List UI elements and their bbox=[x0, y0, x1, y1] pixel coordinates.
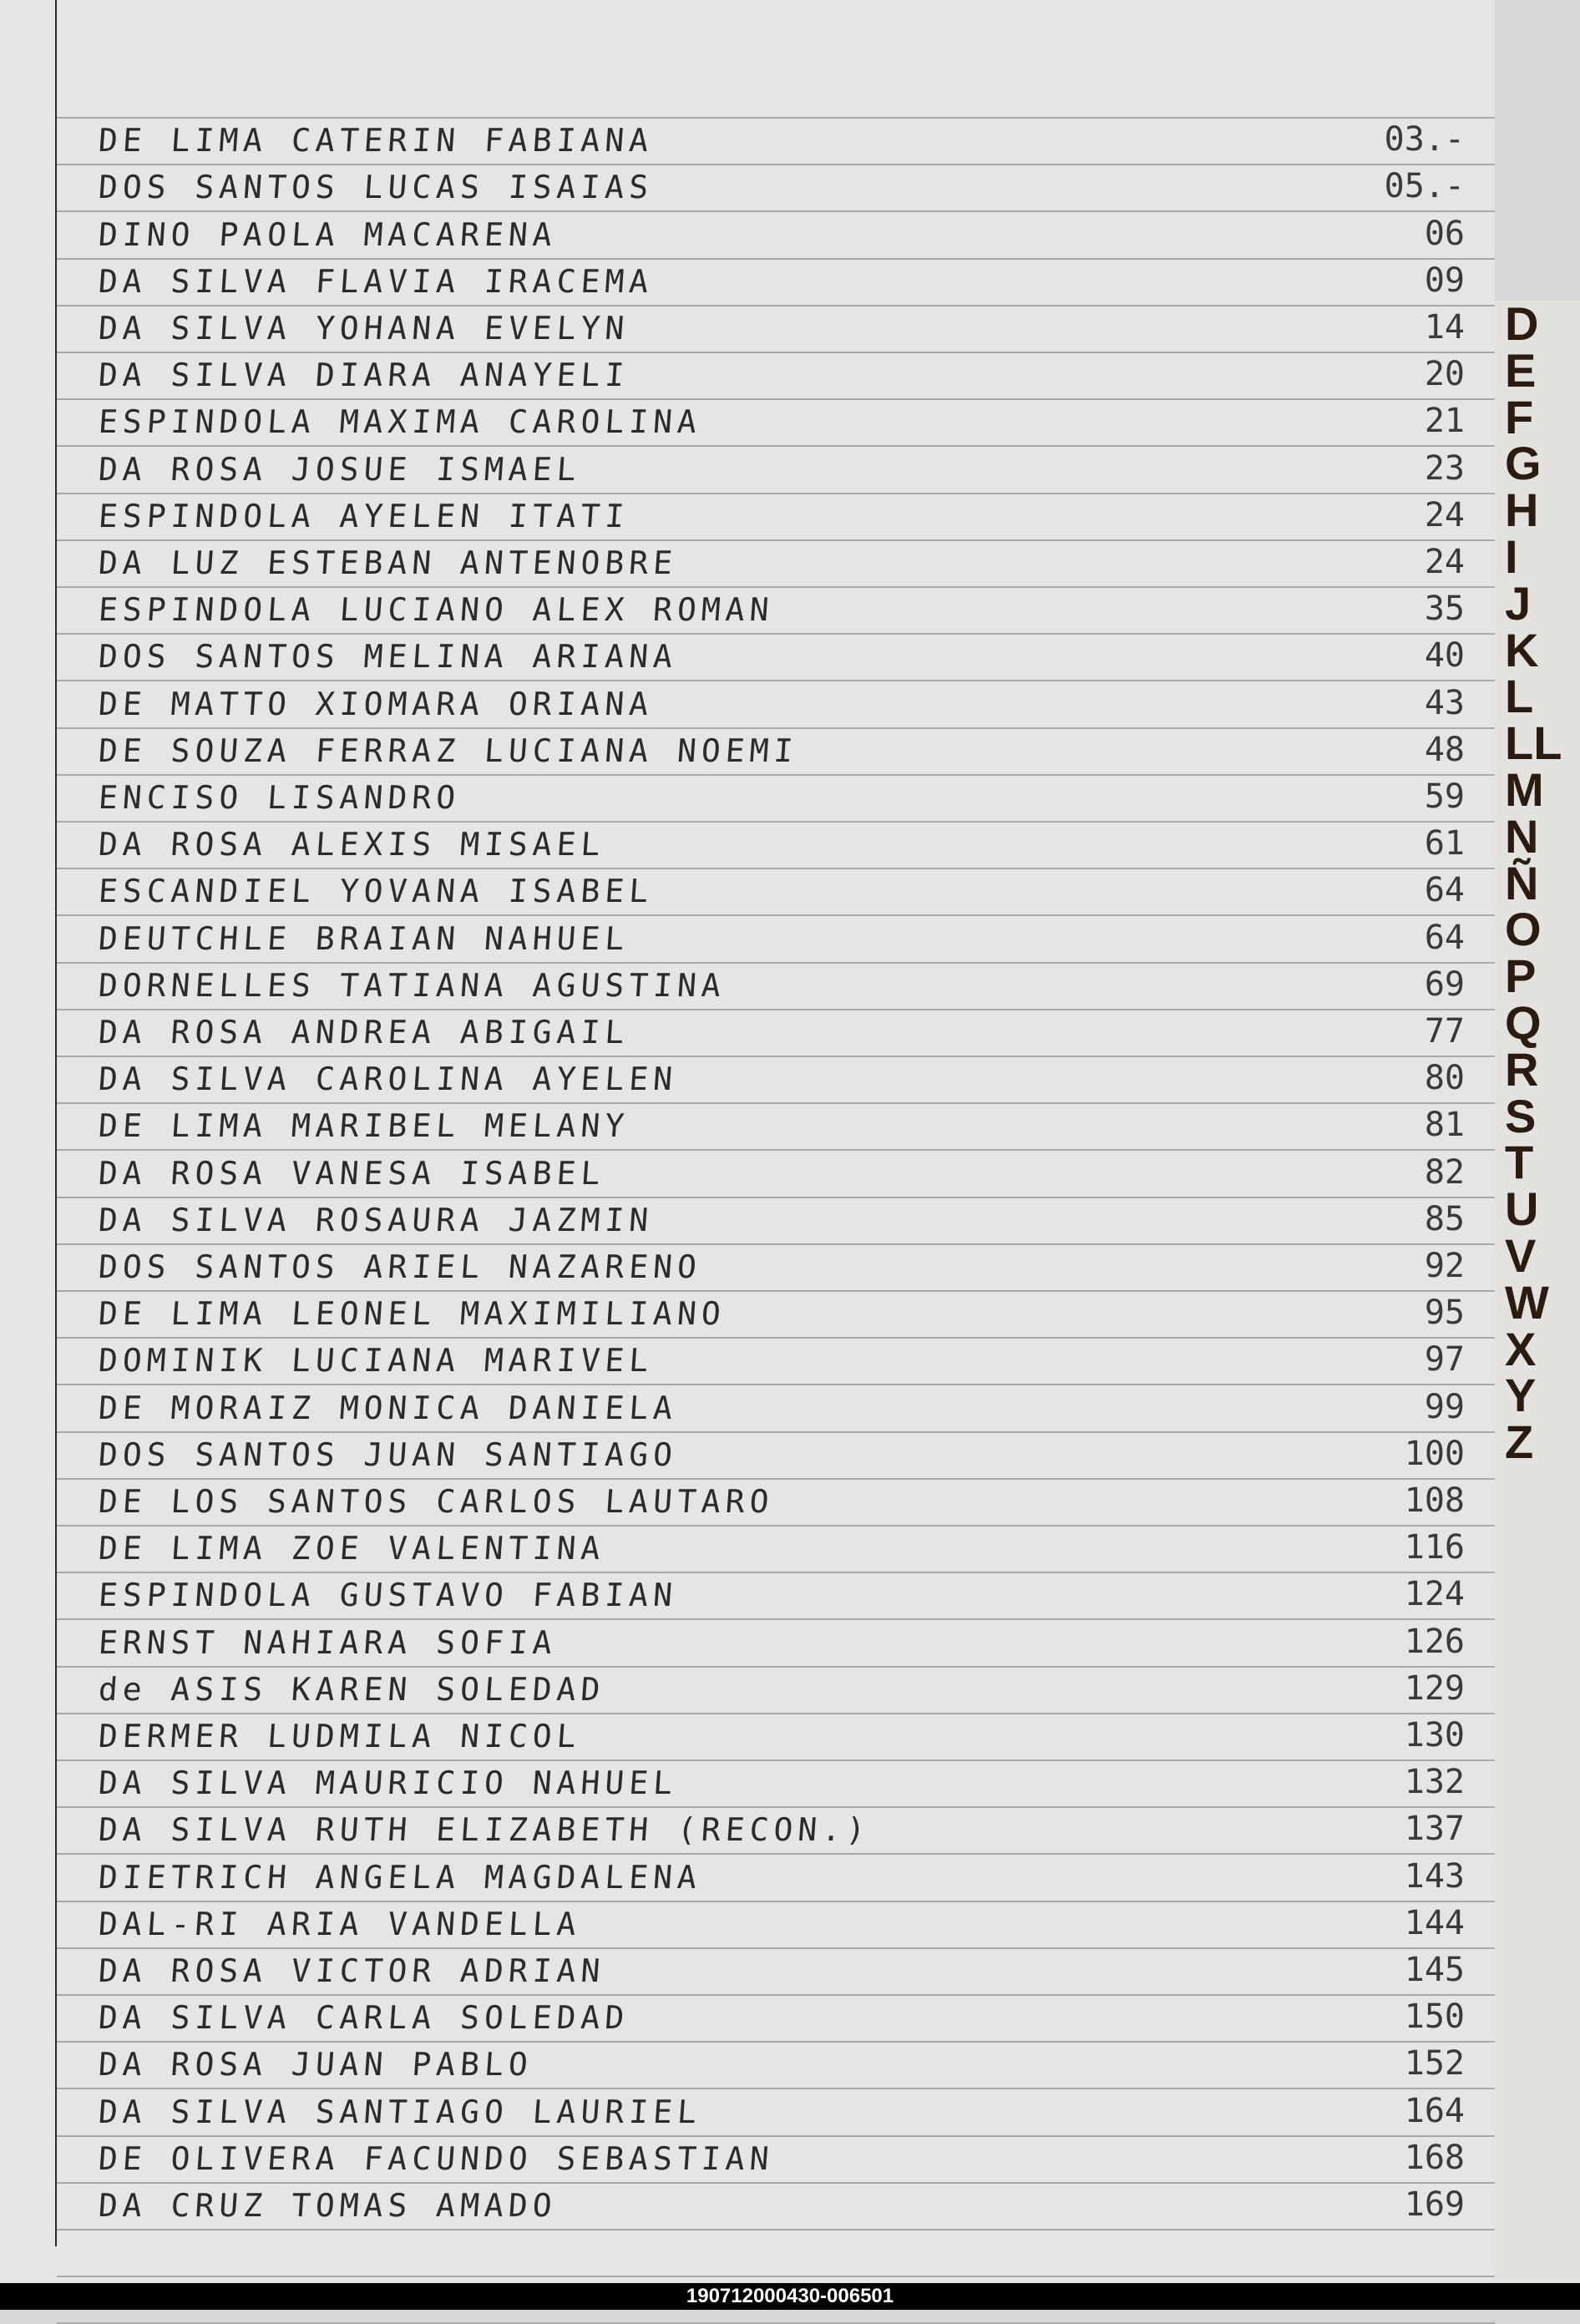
list-item bbox=[57, 398, 1495, 445]
list-item bbox=[57, 2135, 1495, 2182]
list-item bbox=[57, 821, 1495, 868]
entry-name: DIETRICH ANGELA MAGDALENA bbox=[97, 1858, 703, 1896]
list-item bbox=[57, 164, 1495, 210]
index-tab[interactable]: O bbox=[1505, 903, 1542, 956]
entry-number: 24 bbox=[1424, 543, 1465, 581]
entry-number: 20 bbox=[1424, 355, 1465, 394]
index-tab[interactable]: I bbox=[1505, 530, 1518, 583]
entry-number: 80 bbox=[1424, 1059, 1465, 1098]
list-item bbox=[57, 1713, 1495, 1759]
entry-number: 137 bbox=[1404, 1810, 1465, 1849]
entry-name: DOS SANTOS MELINA ARIANA bbox=[97, 638, 679, 676]
list-item bbox=[57, 1197, 1495, 1243]
ruled-line bbox=[57, 2276, 1495, 2277]
entry-number: 92 bbox=[1424, 1247, 1465, 1285]
entry-number: 59 bbox=[1424, 777, 1465, 816]
entry-name: de ASIS KAREN SOLEDAD bbox=[97, 1670, 606, 1708]
entry-name: DE SOUZA FERRAZ LUCIANA NOEMI bbox=[97, 732, 800, 769]
index-tab[interactable]: LL bbox=[1505, 716, 1562, 770]
entry-number: 77 bbox=[1424, 1012, 1465, 1051]
list-item bbox=[57, 117, 1495, 164]
entry-name: DA ROSA JUAN PABLO bbox=[97, 2046, 534, 2083]
list-item bbox=[57, 493, 1495, 539]
entry-name: ESCANDIEL YOVANA ISABEL bbox=[97, 873, 655, 910]
list-item bbox=[57, 1150, 1495, 1197]
entry-number: 48 bbox=[1424, 730, 1465, 769]
entry-number: 132 bbox=[1404, 1763, 1465, 1802]
entry-number: 43 bbox=[1424, 683, 1465, 722]
index-tab[interactable]: H bbox=[1505, 484, 1539, 537]
entry-number: 61 bbox=[1424, 824, 1465, 863]
index-tab[interactable]: D bbox=[1505, 297, 1539, 350]
ruled-list bbox=[57, 0, 1495, 2283]
entry-number: 130 bbox=[1404, 1716, 1465, 1754]
list-item bbox=[57, 1290, 1495, 1337]
entry-name: DA ROSA VICTOR ADRIAN bbox=[97, 1952, 606, 1989]
index-tab[interactable]: L bbox=[1505, 670, 1534, 723]
entry-name: DOMINIK LUCIANA MARIVEL bbox=[97, 1342, 655, 1380]
list-item bbox=[57, 1102, 1495, 1149]
list-item bbox=[57, 1525, 1495, 1572]
entry-number: 05.- bbox=[1384, 167, 1465, 206]
list-item bbox=[57, 305, 1495, 352]
entry-number: 06 bbox=[1424, 214, 1465, 253]
entry-name: DA SILVA CAROLINA AYELEN bbox=[97, 1061, 679, 1098]
entry-name: ESPINDOLA LUCIANO ALEX ROMAN bbox=[97, 591, 776, 629]
index-tab[interactable]: J bbox=[1505, 576, 1532, 630]
index-tab[interactable]: X bbox=[1505, 1322, 1537, 1375]
image-id: 190712000430-006501 bbox=[686, 2285, 894, 2307]
entry-name: DE LIMA CATERIN FABIANA bbox=[97, 122, 655, 159]
list-item bbox=[57, 681, 1495, 727]
entry-name: DE MORAIZ MONICA DANIELA bbox=[97, 1389, 679, 1426]
entry-number: 23 bbox=[1424, 448, 1465, 488]
list-item bbox=[57, 1947, 1495, 1994]
entry-number: 82 bbox=[1424, 1152, 1465, 1192]
entry-number: 64 bbox=[1424, 871, 1465, 910]
entry-name: DA SILVA CARLA SOLEDAD bbox=[97, 1999, 630, 2037]
entry-number: 152 bbox=[1404, 2044, 1465, 2083]
entry-number: 126 bbox=[1404, 1622, 1465, 1661]
index-tab[interactable]: G bbox=[1505, 437, 1542, 490]
entry-number: 124 bbox=[1404, 1575, 1465, 1614]
entry-name: DA ROSA ALEXIS MISAEL bbox=[97, 826, 606, 863]
list-item bbox=[57, 1431, 1495, 1478]
alphabet-index-tabs bbox=[1495, 297, 1580, 2283]
list-item bbox=[57, 915, 1495, 962]
entry-name: DOS SANTOS JUAN SANTIAGO bbox=[97, 1435, 679, 1473]
entry-number: 14 bbox=[1424, 308, 1465, 347]
entry-name: DA SILVA ROSAURA JAZMIN bbox=[97, 1201, 655, 1238]
entry-name: DA ROSA JOSUE ISMAEL bbox=[97, 450, 583, 488]
list-item bbox=[57, 727, 1495, 774]
entry-name: DA SILVA MAURICIO NAHUEL bbox=[97, 1765, 679, 1802]
list-item bbox=[57, 868, 1495, 914]
entry-number: 69 bbox=[1424, 965, 1465, 1004]
entry-number: 21 bbox=[1424, 402, 1465, 441]
index-tab[interactable]: W bbox=[1505, 1275, 1549, 1329]
index-tab[interactable]: Q bbox=[1505, 996, 1542, 1049]
entry-name: DORNELLES TATIANA AGUSTINA bbox=[97, 966, 727, 1004]
list-item bbox=[57, 2089, 1495, 2135]
list-item bbox=[57, 1806, 1495, 1853]
index-tab[interactable]: Y bbox=[1505, 1369, 1537, 1422]
list-item bbox=[57, 352, 1495, 398]
entry-number: 24 bbox=[1424, 495, 1465, 534]
index-tab[interactable]: R bbox=[1505, 1042, 1539, 1096]
list-item bbox=[57, 1478, 1495, 1525]
index-tab[interactable]: N bbox=[1505, 809, 1539, 863]
list-item bbox=[57, 1243, 1495, 1290]
entry-number: 95 bbox=[1424, 1294, 1465, 1333]
list-item bbox=[57, 1759, 1495, 1806]
entry-name: DERMER LUDMILA NICOL bbox=[97, 1718, 583, 1754]
entry-number: 108 bbox=[1404, 1481, 1465, 1520]
index-tab[interactable]: F bbox=[1505, 390, 1534, 443]
index-tab[interactable]: U bbox=[1505, 1182, 1539, 1236]
entry-number: 145 bbox=[1404, 1951, 1465, 1989]
list-item bbox=[57, 1854, 1495, 1901]
list-item bbox=[57, 633, 1495, 680]
entry-name: ESPINDOLA MAXIMA CAROLINA bbox=[97, 403, 703, 441]
list-item bbox=[57, 1901, 1495, 1947]
list-item bbox=[57, 1572, 1495, 1618]
list-item bbox=[57, 1056, 1495, 1102]
list-item bbox=[57, 539, 1495, 586]
entry-name: DA SILVA DIARA ANAYELI bbox=[97, 357, 630, 394]
list-item bbox=[57, 1385, 1495, 1431]
entry-number: 97 bbox=[1424, 1340, 1465, 1380]
entry-name: DA ROSA ANDREA ABIGAIL bbox=[97, 1014, 630, 1051]
entry-number: 100 bbox=[1404, 1434, 1465, 1473]
entry-name: DA SILVA YOHANA EVELYN bbox=[97, 310, 630, 347]
list-item bbox=[57, 1666, 1495, 1713]
index-tab[interactable]: S bbox=[1505, 1089, 1537, 1142]
entry-number: 129 bbox=[1404, 1668, 1465, 1708]
entry-name: DE LIMA LEONEL MAXIMILIANO bbox=[97, 1295, 727, 1333]
entry-name: DAL-RI ARIA VANDELLA bbox=[97, 1905, 583, 1942]
list-item bbox=[57, 211, 1495, 258]
entry-number: 85 bbox=[1424, 1199, 1465, 1238]
entry-name: DOS SANTOS LUCAS ISAIAS bbox=[97, 169, 655, 206]
index-tab[interactable]: Z bbox=[1505, 1415, 1534, 1469]
entry-number: 116 bbox=[1404, 1528, 1465, 1567]
entry-name: ERNST NAHIARA SOFIA bbox=[97, 1623, 559, 1661]
index-tab[interactable]: T bbox=[1505, 1136, 1534, 1189]
entry-name: DA SILVA SANTIAGO LAURIEL bbox=[97, 2093, 703, 2130]
entry-name: DE OLIVERA FACUNDO SEBASTIAN bbox=[97, 2139, 776, 2177]
entry-name: DA SILVA RUTH ELIZABETH (RECON.) bbox=[97, 1811, 872, 1849]
list-item bbox=[57, 1009, 1495, 1056]
entry-name: DE LOS SANTOS CARLOS LAUTARO bbox=[97, 1483, 776, 1520]
entry-name: ENCISO LISANDRO bbox=[97, 779, 462, 816]
list-item bbox=[57, 2182, 1495, 2229]
index-tab[interactable]: V bbox=[1505, 1229, 1537, 1282]
entry-name: DA LUZ ESTEBAN ANTENOBRE bbox=[97, 544, 679, 581]
entry-name: DEUTCHLE BRAIAN NAHUEL bbox=[97, 919, 630, 957]
entry-number: 143 bbox=[1404, 1856, 1465, 1896]
entry-number: 35 bbox=[1424, 590, 1465, 629]
index-tab[interactable]: E bbox=[1505, 343, 1537, 397]
entry-name: DE LIMA ZOE VALENTINA bbox=[97, 1530, 606, 1567]
list-item bbox=[57, 962, 1495, 1009]
entry-number: 81 bbox=[1424, 1106, 1465, 1145]
entry-name: DINO PAOLA MACARENA bbox=[97, 215, 559, 253]
entry-name: DA ROSA VANESA ISABEL bbox=[97, 1154, 606, 1192]
entry-number: 99 bbox=[1424, 1387, 1465, 1426]
entry-number: 168 bbox=[1404, 2138, 1465, 2177]
entry-number: 164 bbox=[1404, 2091, 1465, 2130]
entry-name: DA SILVA FLAVIA IRACEMA bbox=[97, 262, 655, 300]
index-tab[interactable]: M bbox=[1505, 763, 1544, 816]
list-item bbox=[57, 2041, 1495, 2088]
entry-name: ESPINDOLA AYELEN ITATI bbox=[97, 497, 630, 534]
list-item bbox=[57, 1337, 1495, 1384]
entry-number: 144 bbox=[1404, 1903, 1465, 1942]
list-item bbox=[57, 1994, 1495, 2041]
entry-number: 169 bbox=[1404, 2185, 1465, 2224]
entry-number: 09 bbox=[1424, 261, 1465, 300]
entry-name: ESPINDOLA GUSTAVO FABIAN bbox=[97, 1577, 679, 1614]
list-item bbox=[57, 1619, 1495, 1666]
index-tab[interactable]: P bbox=[1505, 949, 1537, 1003]
index-tab[interactable]: Ñ bbox=[1505, 856, 1539, 909]
entry-number: 03.- bbox=[1384, 120, 1465, 159]
index-tab[interactable]: K bbox=[1505, 623, 1539, 676]
entry-number: 150 bbox=[1404, 1997, 1465, 2037]
entry-name: DE LIMA MARIBEL MELANY bbox=[97, 1107, 630, 1145]
list-item bbox=[57, 774, 1495, 821]
list-item bbox=[57, 586, 1495, 633]
ruled-line bbox=[57, 2229, 1495, 2230]
entry-number: 40 bbox=[1424, 636, 1465, 676]
entry-name: DE MATTO XIOMARA ORIANA bbox=[97, 685, 655, 722]
entry-name: DOS SANTOS ARIEL NAZARENO bbox=[97, 1248, 703, 1285]
list-item bbox=[57, 446, 1495, 493]
entry-number: 64 bbox=[1424, 918, 1465, 957]
list-item bbox=[57, 258, 1495, 305]
footer-bar bbox=[0, 2283, 1580, 2310]
entry-name: DA CRUZ TOMAS AMADO bbox=[97, 2187, 559, 2224]
